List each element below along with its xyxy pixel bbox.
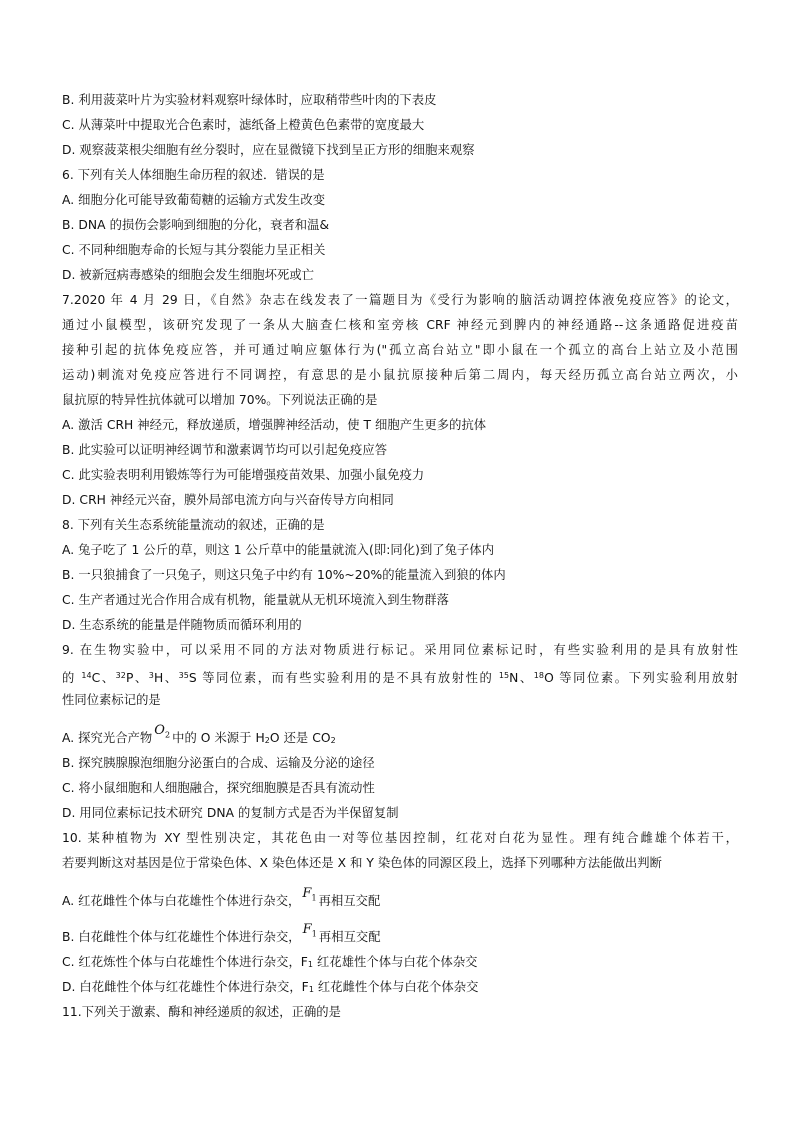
q8-option-d: D. 生态系统的能量是伴随物质而循环利用的: [62, 618, 302, 632]
q9-option-d: D. 用同位素标记技术研究 DNA 的复制方式是否为半保留复制: [62, 806, 399, 820]
q6-option-d: D. 被新冠病毒感染的细胞会发生细胞坏死或亡: [62, 268, 315, 282]
q9-stem-line: 9. 在生物实验中，可以采用不同的方法对物质进行标记。采用同位素标记时，有些实验利用的是具有放射性: [62, 643, 738, 657]
q7-stem-line: 鼠抗原的特异性抗体就可以增加 70%。下列说法正确的是: [62, 393, 378, 407]
q7-option-b: B. 此实验可以证明神经调节和激素调节均可以引起免疫应答: [62, 443, 388, 457]
q8-stem: 8. 下列有关生态系统能量流动的叙述，正确的是: [62, 518, 325, 532]
q7-stem-line: 通过小鼠模型，该研究发现了一条从大脑查仁核和室旁核 CRF 神经元到脾内的神经通路--这条通路促进疫苗: [62, 318, 738, 332]
q7-stem-line: 运动)刺流对免疫应答进行不同调控，有意思的是小鼠抗原接种后第二周内，每天经历孤立高台站立两次，小: [62, 368, 738, 382]
q10-stem-line: 若要判断这对基因是位于常染色体、X 染色体还是 X 和 Y 染色体的同源区段上，选择下列哪种方法能做出判断: [62, 856, 662, 870]
q7-option-d: D. CRH 神经元兴奋，膜外局部电流方向与兴奋传导方向相同: [62, 493, 394, 507]
q6-stem: 6. 下列有关人体细胞生命历程的叙述．错误的是: [62, 168, 325, 182]
q10-option-d: D. 白花雌性个体与红花雄性个体进行杂交，$F_1$ 红花雌性个体与白花个体杂交: [62, 980, 479, 994]
o2-formula: $O_2$: [154, 723, 171, 740]
f1-formula: $F_1$: [302, 922, 317, 939]
q9-option-b: B. 探究胰腺腺泡细胞分泌蛋白的合成、运输及分泌的途径: [62, 756, 375, 770]
q7-stem: [62, 288, 738, 413]
q10-stem: [62, 826, 738, 876]
q9-stem-line: 性同位素标记的是: [62, 693, 161, 707]
q9-stem: [62, 638, 738, 713]
q7-option-c: C. 此实验表明利用锻炼等行为可能增强疫苗效果、加强小鼠免疫力: [62, 468, 425, 482]
q11-stem: 11.下列关于激素、酶和神经递质的叙述，正确的是: [62, 1005, 341, 1019]
q9-option-c: C. 将小鼠细胞和人细胞融合，探究细胞膜是否具有流动性: [62, 781, 375, 795]
q10-option-c: C. 红花炼性个体与白花雄性个体进行杂交，$F_1$ 红花雄性个体与白花个体杂交: [62, 955, 478, 969]
q6-option-a: A. 细胞分化可能导致葡萄糖的运输方式发生改变: [62, 193, 326, 207]
q7-option-a: A. 激活 CRH 神经元，释放递质，增强脾神经活动，使 T 细胞产生更多的抗体: [62, 418, 487, 432]
q6-option-b: B. DNA 的损伤会影响到细胞的分化，衰者和温&: [62, 218, 330, 232]
q8-option-c: C. 生产者通过光合作用合成有机物，能量就从无机环境流入到生物群落: [62, 593, 449, 607]
exam-page: [62, 88, 738, 1025]
q5-option-b: B. 利用菠菜叶片为实验材料观察叶绿体时，应取稍带些叶肉的下表皮: [62, 93, 437, 107]
f1-formula: $F_1$: [302, 886, 317, 903]
q9-stem-line-isotopes: 的 $^{14}$C、$^{32}$P、$^3$H、$^{35}$S 等同位素，而有些实验利用的是不具有放射性的 $^{15}$N、$^{18}$O 等同位素。下列实验利用放射: [62, 671, 739, 685]
q8-option-b: B. 一只狼捕食了一只兔子，则这只兔子中约有 10%~20%的能量流入到狼的体内: [62, 568, 506, 582]
q6-option-c: C. 不同种细胞寿命的长短与其分裂能力呈正相关: [62, 243, 326, 257]
q7-stem-line: 7.2020 年 4 月 29 日，《自然》杂志在线发表了一篇题目为《受行为影响的脑活动调控体液免疫应答》的论文，: [62, 293, 738, 307]
q10-stem-line: 10. 某种植物为 XY 型性别决定，其花色由一对等位基因控制，红花对白花为显性。理有纯合雌雄个体若干，: [62, 831, 738, 845]
q8-option-a: A. 兔子吃了 1 公斤的草，则这 1 公斤草中的能量就流入(即:同化)到了兔子体内: [62, 543, 495, 557]
q5-option-c: C. 从薄菜叶中提取光合色素时，滤纸备上橙黄色色素带的宽度最大: [62, 118, 425, 132]
q10-option-b: B. 白花雌性个体与红花雄性个体进行杂交， $F_1$ 再相互交配: [62, 922, 381, 944]
q9-option-a: A. 探究光合产物 $O_2$ 中的 O 米源于 $H_2O$ 还是 $CO_2$: [62, 723, 336, 745]
q5-option-d: D. 观察菠菜根尖细胞有丝分裂时，应在显微镜下找到呈正方形的细胞来观察: [62, 143, 475, 157]
q10-option-a: A. 红花雌性个体与白花雄性个体进行杂交， $F_1$ 再相互交配: [62, 886, 381, 908]
q7-stem-line: 接种引起的抗体免疫应答，并可通过响应躯体行为("孤立高台站立"即小鼠在一个孤立的高台上站立及小范围: [62, 343, 738, 357]
